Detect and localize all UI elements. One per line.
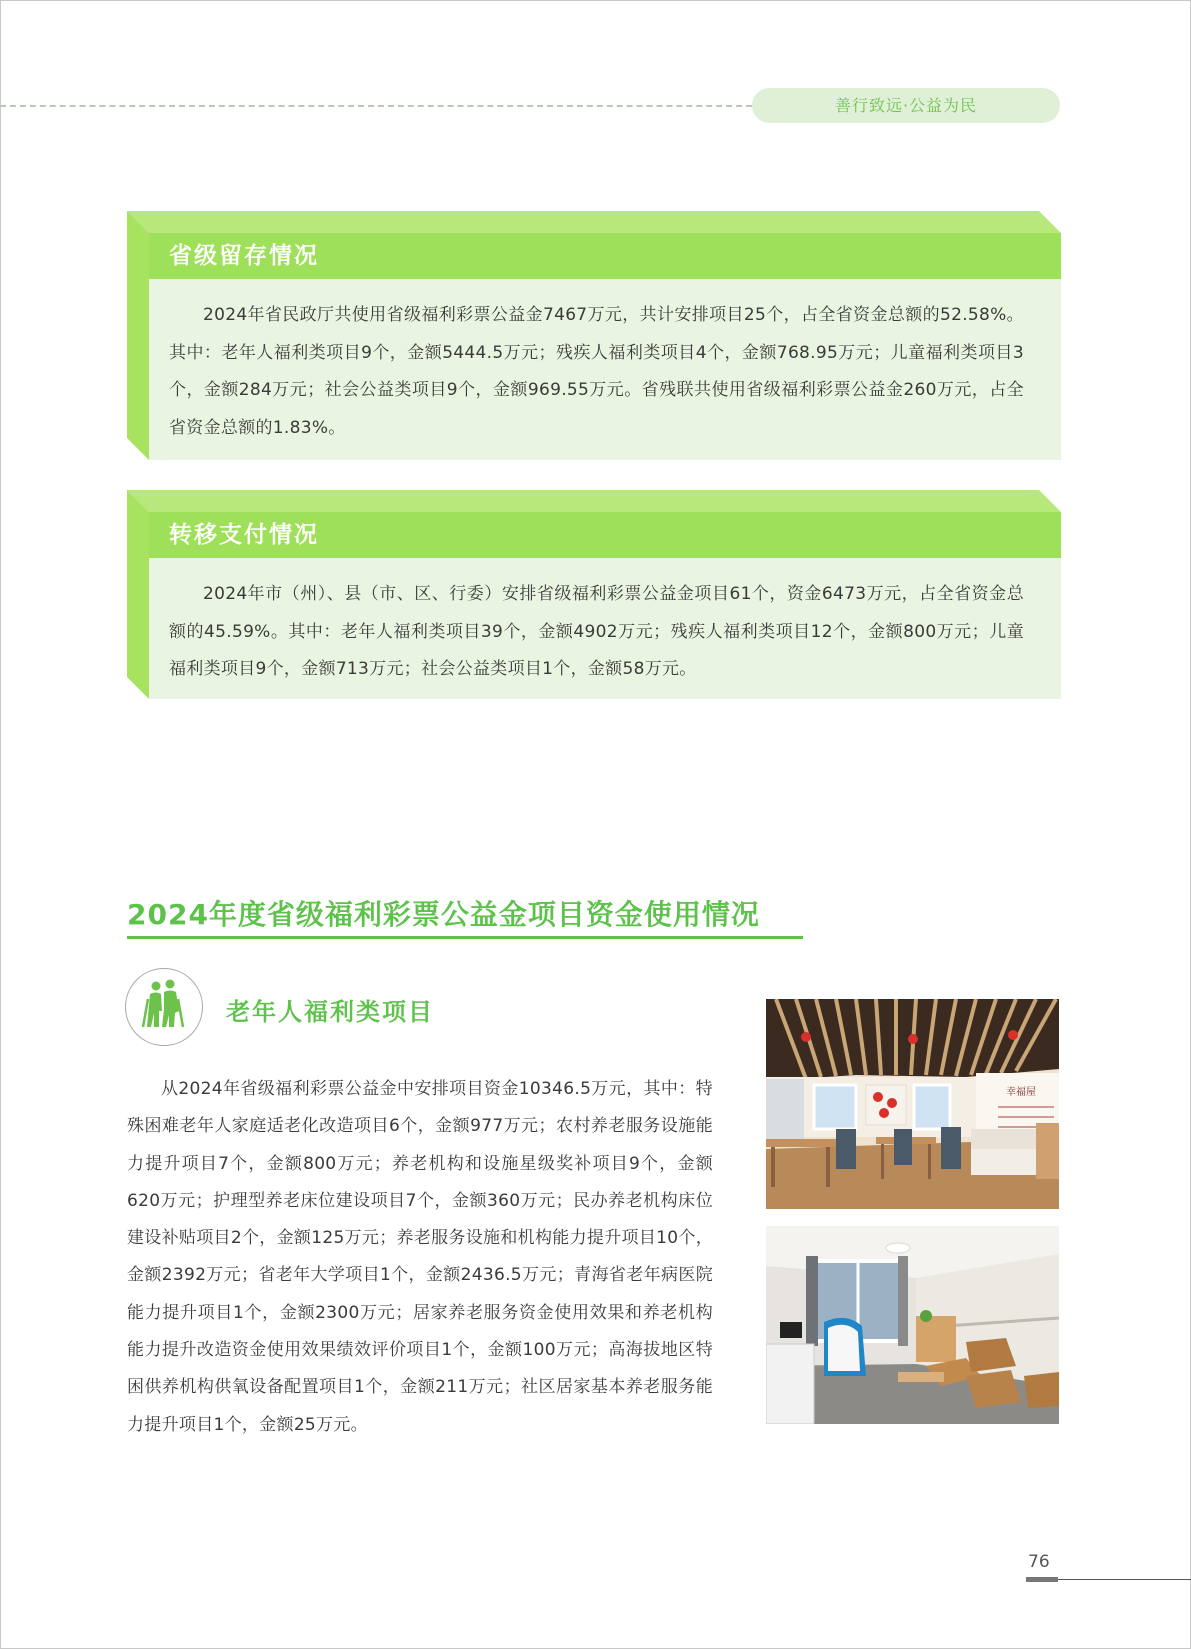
header-slogan: 善行致远·公益为民 xyxy=(752,88,1060,123)
page-number-bar xyxy=(1026,1577,1058,1582)
photo-wall-text: 幸福屋 xyxy=(1006,1087,1036,1098)
provincial-retention-box xyxy=(127,211,1061,460)
provincial-retention-title: 省级留存情况 xyxy=(169,243,319,269)
elderly-text: 从2024年省级福利彩票公益金中安排项目资金10346.5万元，其中：特殊困难老年人家庭适老化改造项目6个，金额977万元；农村养老服务设施能力提升项目7个，金额800万元；养老机构和设施星级奖补项目9个，金额620万元；护理型养老床位建设项目7个，金额360万元；民办养老机构床位建设补贴项目2个，金额125万元；养老服务设施和机构能力提升项目10个，金额2392万元；省老年大学项目1个，金额2436.5万元；青海省老年病医院能力提升项目1个，金额2300万元；居家养老服务资金使用效果和养老机构能力提升改造资金使用效果绩效评价项目1个，金额100万元；高海拔地区特困供养机构供氧设备配置项目1个，金额211万元；社区居家基本养老服务能力提升项目1个，金额25万元。 xyxy=(127,1079,713,1435)
box-body xyxy=(149,558,1061,699)
provincial-retention-text: 2024年省民政厅共使用省级福利彩票公益金7467万元，共计安排项目25个，占全省资金总额的52.58%。其中：老年人福利类项目9个，金额5444.5万元；残疾人福利类项目4个，金额768.95万元；儿童福利类项目3个，金额284万元；社会公益类项目9个，金额969.55万元。省残联共使用省级福利彩票公益金260万元，占全省资金总额的1.83%。 xyxy=(169,305,1024,438)
section-underline xyxy=(127,936,803,939)
box-body xyxy=(149,279,1061,460)
box-top-bevel xyxy=(127,490,1061,512)
box-top-bevel xyxy=(127,211,1061,233)
page-number: 76 xyxy=(1028,1552,1050,1572)
box-title-bar xyxy=(149,512,1061,558)
box-side-bevel xyxy=(127,211,149,460)
elderly-couple-icon xyxy=(125,968,203,1046)
bedroom-photo xyxy=(766,1226,1059,1424)
box-side-bevel xyxy=(127,490,149,699)
header-dashed-line xyxy=(0,105,752,107)
box-title-bar xyxy=(149,233,1061,279)
transfer-payment-box xyxy=(127,490,1061,699)
section-heading: 2024年度省级福利彩票公益金项目资金使用情况 xyxy=(127,898,760,931)
transfer-payment-title: 转移支付情况 xyxy=(169,522,319,548)
activity-room-photo xyxy=(766,999,1059,1209)
elderly-heading: 老年人福利类项目 xyxy=(226,998,434,1026)
page-number-line xyxy=(1058,1579,1191,1580)
transfer-payment-text: 2024年市（州）、县（市、区、行委）安排省级福利彩票公益金项目61个，资金6473万元，占全省资金总额的45.59%。其中：老年人福利类项目39个，金额4902万元；残疾人福利类项目12个，金额800万元；儿童福利类项目9个，金额713万元；社会公益类项目1个，金额58万元。 xyxy=(169,584,1024,679)
